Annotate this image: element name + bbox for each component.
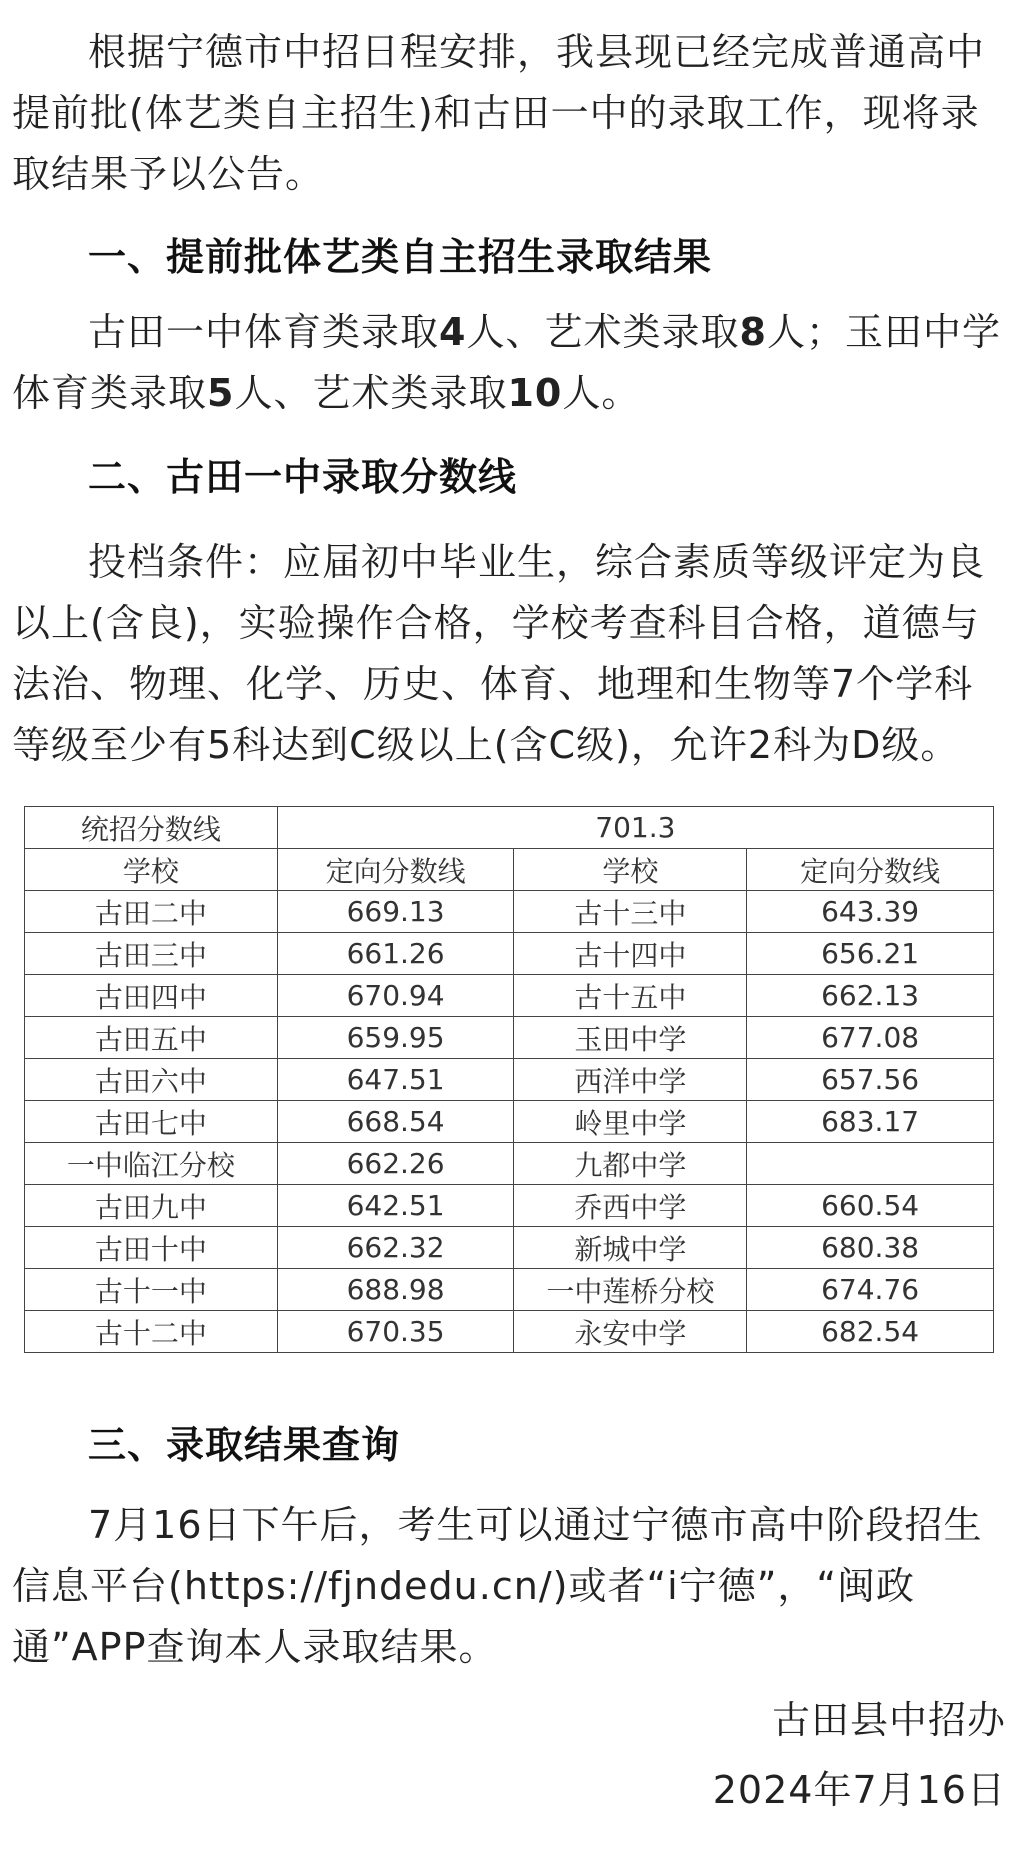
school-cell: 古十二中 — [25, 1311, 278, 1353]
score-cell: 682.54 — [747, 1311, 994, 1353]
school-cell: 古田七中 — [25, 1101, 278, 1143]
section1-count-a: 4 — [439, 310, 467, 354]
school-cell: 乔西中学 — [514, 1185, 747, 1227]
score-cell: 643.39 — [747, 891, 994, 933]
section-heading-2: 二、古田一中录取分数线 — [88, 455, 518, 499]
table-row — [25, 1017, 994, 1059]
school-cell: 古十四中 — [514, 933, 747, 975]
section2-paragraph: 投档条件：应届初中毕业生，综合素质等级评定为良以上(含良)，实验操作合格，学校考查科目合格，道德与法治、物理、化学、历史、体育、地理和生物等7个学科等级至少有5科达到C级以上(含C级)，允许2科为D级。 — [12, 540, 986, 767]
score-table — [24, 806, 994, 1353]
section1-text-a: 古田一中体育类录取 — [88, 310, 440, 354]
section1-count-c: 5 — [207, 371, 235, 415]
score-cell: 659.95 — [277, 1017, 514, 1059]
score-cell: 642.51 — [277, 1185, 514, 1227]
school-cell: 西洋中学 — [514, 1059, 747, 1101]
section-heading-3: 三、录取结果查询 — [88, 1423, 401, 1467]
school-cell: 一中莲桥分校 — [514, 1269, 747, 1311]
school-cell: 古田三中 — [25, 933, 278, 975]
section1-text-b: 人、艺术类录取 — [466, 310, 740, 354]
table-row — [25, 891, 994, 933]
score-cell: 683.17 — [747, 1101, 994, 1143]
school-cell: 古十一中 — [25, 1269, 278, 1311]
score-cell: 670.35 — [277, 1311, 514, 1353]
score-cell: 669.13 — [277, 891, 514, 933]
section1-count-d: 10 — [507, 371, 563, 415]
section1-text-c: 人；玉田中学体育类录取 — [12, 310, 1001, 415]
score-cell: 680.38 — [747, 1227, 994, 1269]
score-cell: 647.51 — [277, 1059, 514, 1101]
score-cell: 661.26 — [277, 933, 514, 975]
header-score: 定向分数线 — [277, 849, 514, 891]
unified-score-row — [25, 807, 994, 849]
section1-count-b: 8 — [739, 310, 767, 354]
school-cell: 一中临江分校 — [25, 1143, 278, 1185]
section-heading-1: 一、提前批体艺类自主招生录取结果 — [88, 235, 713, 279]
header-score: 定向分数线 — [747, 849, 994, 891]
signature-org: 古田县中招办 — [771, 1698, 1006, 1742]
school-cell: 古田五中 — [25, 1017, 278, 1059]
table-header-row — [25, 849, 994, 891]
table-row — [25, 1311, 994, 1353]
score-cell: 674.76 — [747, 1269, 994, 1311]
score-cell: 677.08 — [747, 1017, 994, 1059]
section1-text-d: 人、艺术类录取 — [234, 371, 508, 415]
header-school: 学校 — [514, 849, 747, 891]
school-cell: 古田九中 — [25, 1185, 278, 1227]
school-cell: 古十五中 — [514, 975, 747, 1017]
unified-score-value: 701.3 — [277, 807, 993, 849]
school-cell: 古田十中 — [25, 1227, 278, 1269]
signature-date: 2024年7月16日 — [712, 1768, 1006, 1812]
score-cell: 656.21 — [747, 933, 994, 975]
score-cell: 662.13 — [747, 975, 994, 1017]
score-cell: 657.56 — [747, 1059, 994, 1101]
unified-score-label: 统招分数线 — [25, 807, 278, 849]
section1-text-e: 人。 — [562, 371, 641, 415]
section3-paragraph: 7月16日下午后，考生可以通过宁德市高中阶段招生信息平台(https://fjndedu.cn/)或者“i宁德”，“闽政通”APP查询本人录取结果。 — [12, 1503, 983, 1669]
school-cell: 古田六中 — [25, 1059, 278, 1101]
table-row — [25, 1143, 994, 1185]
school-cell: 岭里中学 — [514, 1101, 747, 1143]
school-cell: 古十三中 — [514, 891, 747, 933]
header-school: 学校 — [25, 849, 278, 891]
score-cell: 662.32 — [277, 1227, 514, 1269]
score-cell: 662.26 — [277, 1143, 514, 1185]
table-row — [25, 1185, 994, 1227]
school-cell: 古田二中 — [25, 891, 278, 933]
score-cell: 660.54 — [747, 1185, 994, 1227]
table-row — [25, 975, 994, 1017]
table-row — [25, 933, 994, 975]
table-row — [25, 1269, 994, 1311]
score-cell: 670.94 — [277, 975, 514, 1017]
section1-paragraph — [12, 302, 1006, 424]
school-cell: 九都中学 — [514, 1143, 747, 1185]
intro-paragraph: 根据宁德市中招日程安排，我县现已经完成普通高中提前批(体艺类自主招生)和古田一中的录取工作，现将录取结果予以公告。 — [12, 30, 986, 196]
table-row — [25, 1227, 994, 1269]
score-cell — [747, 1143, 994, 1185]
score-cell: 688.98 — [277, 1269, 514, 1311]
school-cell: 玉田中学 — [514, 1017, 747, 1059]
table-row — [25, 1059, 994, 1101]
score-cell: 668.54 — [277, 1101, 514, 1143]
school-cell: 永安中学 — [514, 1311, 747, 1353]
school-cell: 古田四中 — [25, 975, 278, 1017]
table-row — [25, 1101, 994, 1143]
school-cell: 新城中学 — [514, 1227, 747, 1269]
